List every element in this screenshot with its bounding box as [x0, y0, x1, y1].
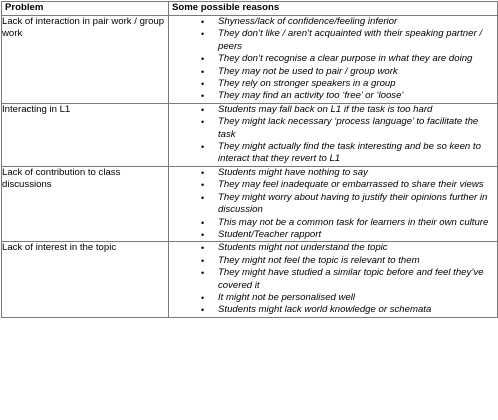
list-item	[169, 141, 497, 166]
reasons-cell	[169, 166, 498, 241]
list-item	[169, 192, 497, 217]
reason-text: Shyness/lack of confidence/feeling inferior	[218, 16, 398, 27]
reason-text: Students may fall back on L1 if the task is too hard	[218, 103, 433, 115]
problem-column-header: Problem	[2, 2, 169, 16]
list-item	[169, 255, 497, 267]
reason-text: They might lack necessary ‘process language’ to facilitate the task	[218, 116, 479, 140]
list-item	[169, 292, 497, 304]
bullet-dot-icon: •	[201, 17, 205, 27]
bullet-dot-icon: •	[201, 54, 205, 65]
problem-cell: Lack of interaction in pair work / group work	[2, 16, 169, 104]
list-item	[169, 267, 497, 292]
problems-reasons-table	[1, 1, 498, 318]
bullet-dot-icon: •	[201, 217, 205, 228]
bullet-dot-icon: •	[201, 268, 205, 279]
reason-list	[169, 16, 497, 103]
reason-text: Student/Teacher rapport	[218, 228, 322, 240]
reason-text: They may find an activity too ‘free’ or ‘loose’	[218, 90, 404, 102]
list-item	[169, 217, 497, 229]
list-item	[169, 229, 497, 241]
list-item	[169, 53, 497, 65]
list-item	[169, 242, 497, 254]
bullet-dot-icon: •	[201, 305, 205, 316]
list-item	[169, 179, 497, 191]
reason-text: They may not be used to pair / group work	[218, 65, 398, 77]
reason-text: They might have studied a similar topic before and feel they’ve covered it	[218, 267, 484, 291]
list-item	[169, 28, 497, 53]
list-item	[169, 78, 497, 90]
reasons-column-header: Some possible reasons	[169, 2, 498, 16]
reason-list	[169, 167, 497, 241]
problem-cell: Lack of contribution to class discussions	[2, 166, 169, 241]
bullet-dot-icon: •	[201, 229, 205, 240]
bullet-dot-icon: •	[201, 29, 205, 40]
table-row	[2, 242, 498, 317]
reason-text: Students might not understand the topic	[218, 242, 388, 254]
reason-list	[169, 242, 497, 316]
bullet-dot-icon: •	[201, 79, 205, 90]
reasons-cell	[169, 103, 498, 166]
table-row	[2, 16, 498, 104]
table-row	[2, 103, 498, 166]
reason-text: They may feel inadequate or embarrassed to share their views	[218, 179, 484, 191]
bullet-dot-icon: •	[201, 117, 205, 128]
list-item	[169, 16, 497, 28]
bullet-dot-icon: •	[201, 142, 205, 153]
reason-text: They might actually find the task interesting and be so keen to interact that they revert to L1	[218, 141, 481, 165]
reason-text: They might not feel the topic is relevant to them	[218, 254, 420, 266]
bullet-dot-icon: •	[201, 91, 205, 102]
reasons-cell	[169, 242, 498, 317]
reason-text: They rely on stronger speakers in a group	[218, 78, 396, 90]
reason-text: This may not be a common task for learners in their own culture	[218, 216, 489, 228]
reason-text: Students might lack world knowledge or schemata	[218, 304, 432, 316]
reason-text: They might worry about having to justify their opinions further in discussion	[218, 191, 488, 216]
problem-cell: Interacting in L1	[2, 103, 169, 166]
list-item	[169, 66, 497, 78]
list-item	[169, 304, 497, 316]
bullet-dot-icon: •	[201, 255, 205, 266]
list-item	[169, 104, 497, 116]
bullet-dot-icon: •	[201, 104, 205, 115]
reason-text: Students might have nothing to say	[218, 166, 368, 178]
table-row	[2, 166, 498, 241]
problem-cell: Lack of interest in the topic	[2, 242, 169, 317]
reasons-cell	[169, 16, 498, 104]
bullet-dot-icon: •	[201, 167, 205, 178]
reason-text: They don’t like / aren’t acquainted with their speaking partner / peers	[218, 28, 482, 52]
list-item	[169, 167, 497, 179]
bullet-dot-icon: •	[201, 192, 205, 203]
list-item	[169, 90, 497, 102]
list-item	[169, 116, 497, 141]
reason-text: It might not be personalised well	[218, 291, 356, 303]
reason-list	[169, 104, 497, 166]
bullet-dot-icon: •	[201, 66, 205, 77]
table-header-row	[2, 2, 498, 16]
bullet-dot-icon: •	[201, 180, 205, 191]
bullet-dot-icon: •	[201, 292, 205, 303]
bullet-dot-icon: •	[201, 243, 205, 254]
reason-text: They don’t recognise a clear purpose in what they are doing	[218, 53, 473, 65]
